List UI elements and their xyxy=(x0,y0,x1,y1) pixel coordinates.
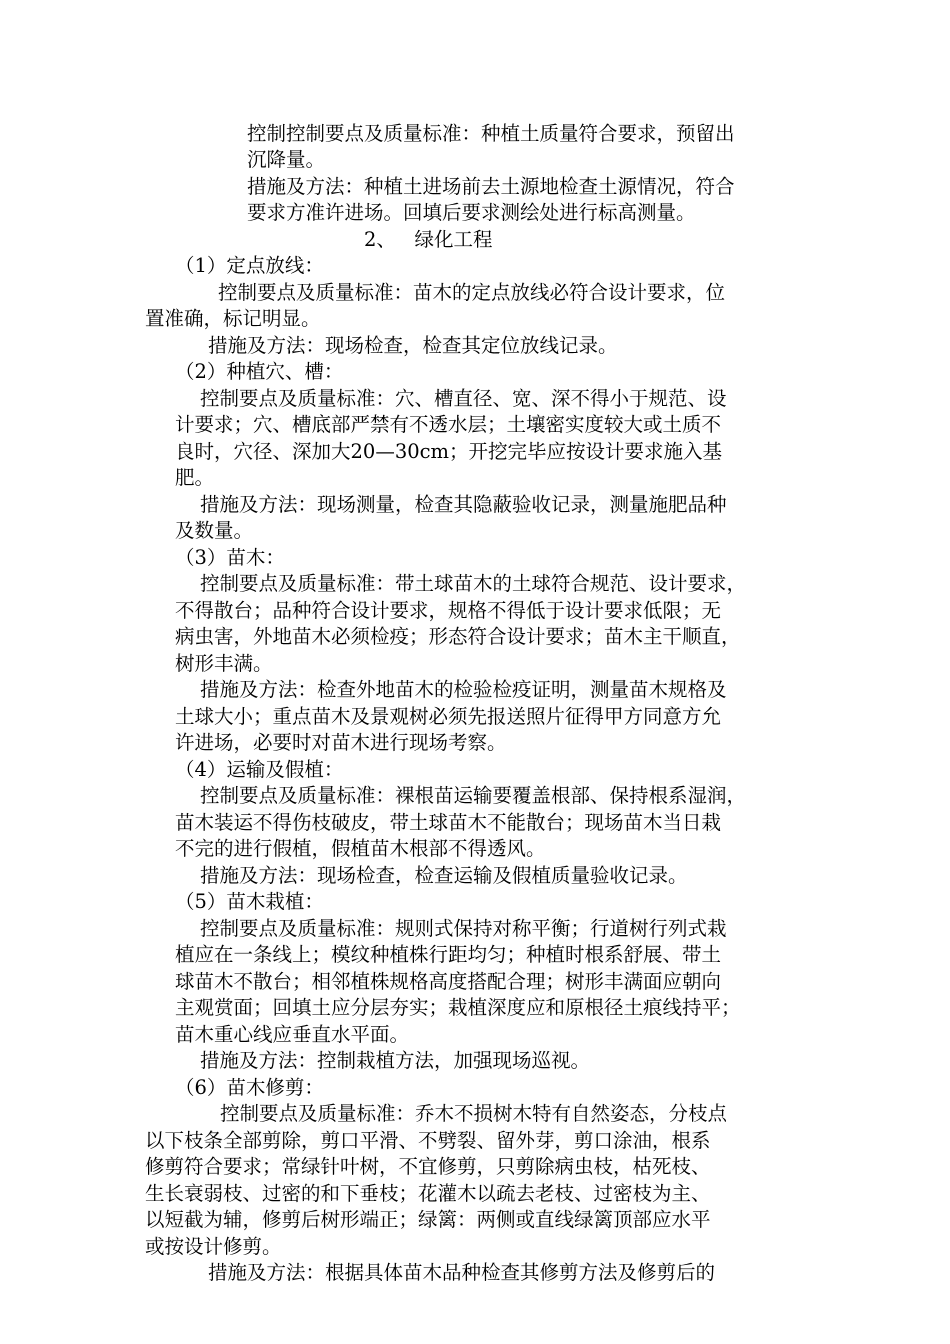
subsection-heading: （2）种植穴、槽： xyxy=(175,360,344,383)
text-line: 沉降量。 xyxy=(247,148,326,171)
subsection-heading: （5）苗木栽植： xyxy=(175,890,324,913)
text-line: 措施及方法：现场测量，检查其隐蔽验收记录，测量施肥品种 xyxy=(200,493,727,516)
text-line: 措施及方法：现场检查，检查运输及假植质量验收记录。 xyxy=(200,864,688,887)
section-heading: 2、 绿化工程 xyxy=(364,228,493,251)
text-line: 不得散台；品种符合设计要求，规格不得低于设计要求低限；无 xyxy=(175,599,722,622)
text-line: 控制要点及质量标准：裸根苗运输要覆盖根部、保持根系湿润， xyxy=(200,784,747,807)
text-line: 植应在一条线上；模纹种植株行距均匀；种植时根系舒展、带土 xyxy=(175,943,722,966)
text-line: 苗木装运不得伤枝破皮，带土球苗木不能散台；现场苗木当日栽 xyxy=(175,811,722,834)
text-line: 控制要点及质量标准：苗木的定点放线必符合设计要求，位 xyxy=(218,281,726,304)
text-line: 控制控制要点及质量标准：种植土质量符合要求，预留出 xyxy=(247,122,735,145)
text-line: 以下枝条全部剪除，剪口平滑、不劈裂、留外芽，剪口涂油，根系 xyxy=(145,1129,711,1152)
text-line: 苗木重心线应垂直水平面。 xyxy=(175,1023,410,1046)
subsection-heading: （6）苗木修剪： xyxy=(175,1076,324,1099)
text-line: 措施及方法：种植土进场前去土源地检查土源情况，符合 xyxy=(247,175,735,198)
text-line: 措施及方法：现场检查，检查其定位放线记录。 xyxy=(208,334,618,357)
text-line: 生长衰弱枝、过密的和下垂枝；花灌木以疏去老枝、过密枝为主、 xyxy=(145,1182,711,1205)
text-line: 许进场，必要时对苗木进行现场考察。 xyxy=(175,731,507,754)
text-line: 计要求；穴、槽底部严禁有不透水层；土壤密实度较大或土质不 xyxy=(175,413,722,436)
text-line: 措施及方法：控制栽植方法，加强现场巡视。 xyxy=(200,1049,591,1072)
subsection-heading: （1）定点放线： xyxy=(175,254,324,277)
text-line: 置准确，标记明显。 xyxy=(145,307,321,330)
text-line: 要求方准许进场。回填后要求测绘处进行标高测量。 xyxy=(247,201,696,224)
text-line: 控制要点及质量标准：规则式保持对称平衡；行道树行列式栽 xyxy=(200,917,727,940)
text-line: 或按设计修剪。 xyxy=(145,1235,282,1258)
text-line: 措施及方法：检查外地苗木的检验检疫证明，测量苗木规格及 xyxy=(200,678,727,701)
text-line: 主观赏面；回填土应分层夯实；栽植深度应和原根径土痕线持平； xyxy=(175,996,741,1019)
text-line: 措施及方法：根据具体苗木品种检查其修剪方法及修剪后的 xyxy=(208,1261,716,1284)
text-line: 肥。 xyxy=(175,466,215,489)
text-line: 良时，穴径、深加大20—30cm；开挖完毕应按设计要求施入基 xyxy=(175,440,723,463)
text-line: 及数量。 xyxy=(175,519,254,542)
subsection-heading: （4）运输及假植： xyxy=(175,758,344,781)
text-line: 以短截为辅，修剪后树形端正；绿篱：两侧或直线绿篱顶部应水平 xyxy=(145,1208,711,1231)
text-line: 土球大小；重点苗木及景观树必须先报送照片征得甲方同意方允 xyxy=(175,705,722,728)
text-line: 树形丰满。 xyxy=(175,652,273,675)
text-line: 控制要点及质量标准：乔木不损树木特有自然姿态，分枝点 xyxy=(220,1102,728,1125)
text-line: 不完的进行假植，假植苗木根部不得透风。 xyxy=(175,837,546,860)
text-line: 病虫害，外地苗木必须检疫；形态符合设计要求；苗木主干顺直， xyxy=(175,625,741,648)
text-line: 球苗木不散台；相邻植株规格高度搭配合理；树形丰满面应朝向 xyxy=(175,970,722,993)
text-line: 控制要点及质量标准：穴、槽直径、宽、深不得小于规范、设 xyxy=(200,387,727,410)
subsection-heading: （3）苗木： xyxy=(175,546,285,569)
text-line: 修剪符合要求；常绿针叶树，不宜修剪，只剪除病虫枝，枯死枝、 xyxy=(145,1155,711,1178)
text-line: 控制要点及质量标准：带土球苗木的土球符合规范、设计要求， xyxy=(200,572,747,595)
